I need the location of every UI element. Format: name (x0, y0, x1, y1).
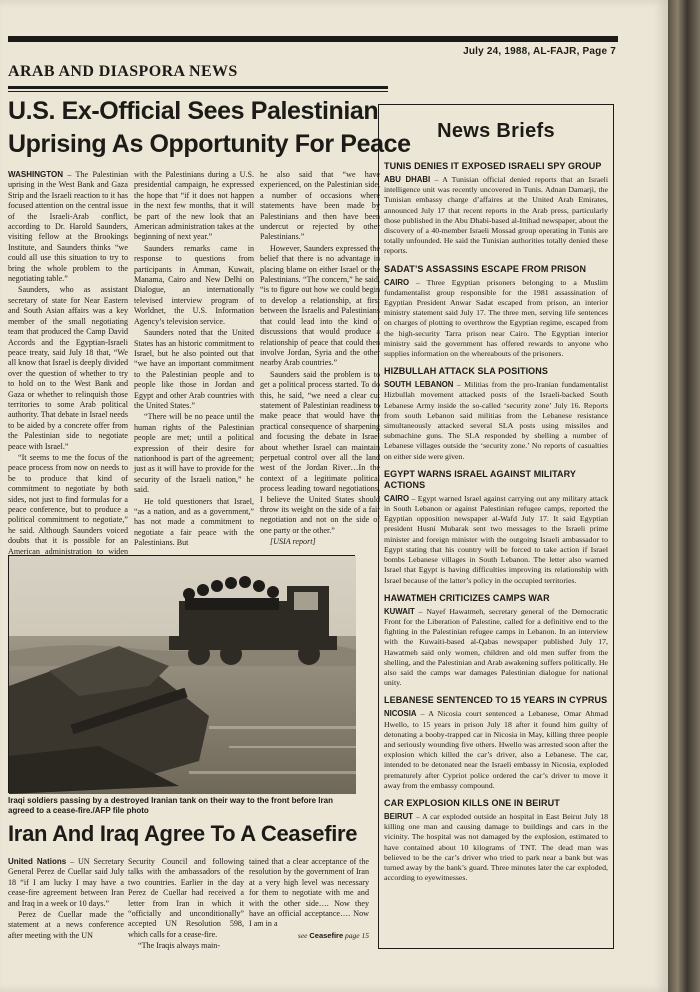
brief-dateline: CAIRO (384, 277, 410, 287)
jump-word: Ceasefire (309, 930, 344, 940)
story1-paragraph: Saunders said the problem is to get a political process started. To do this, he said, “we need a clear cut statement of Palestinian readiness to make peace that would have the practical consequence of sharpening and focusing the debate in Israel about whether Israel can maintain perpetual control over all the land west of the Jordan River…In the context of a legitimate political process leading toward negotiations, I believe the United States should throw its weight on the side of a fair negotiation and not on the side of one party or the other.” (260, 369, 380, 535)
story1-credit: [USIA report] (270, 537, 316, 547)
story2-paragraph: – UN Secretary General Perez de Cuellar said July 18 “if I am lucky I may have a cease-fire agreement between Iran and Iraq in a week or 10 days.” (8, 857, 125, 908)
story1-paragraph: However, Saunders expressed the belief that there is no advantage in placing blame on either Israel or the Palestinians. “The concern,” he said, “is to figure out how we could begin to develop a relationship, at first between the Israelis and Palestinians that could lead into the kind of discussions that would produce a relationship of peace that could then involve Jordan, Syria and the other nearby Arab countries.” (260, 243, 380, 368)
book-binding (668, 0, 700, 992)
story2-column-2 (128, 857, 244, 985)
photo-caption: Iraqi soldiers passing by a destroyed Iranian tank on their way to the front before Iran agreed to a cease-fire./AFP file photo (8, 796, 333, 815)
brief-headline: LEBANESE SENTENCED TO 15 YEARS IN CYPRUS (384, 695, 608, 706)
story1-paragraph: He told questioners that Israel, “as a nation, and as a government,” has not made a commitment to negotiate a fair peace with the Palestinians. But (134, 496, 254, 548)
story1-paragraph: he also said that “we have experienced, on the Palestinian side, a number of occasions where statements have been made by Palestinians and then have been undercut or rejected by other Palestinians.” (260, 170, 380, 242)
story1-paragraph: “It seems to me the focus of the peace process from now on needs to be to produce that kind of commitment to negotiate by both sides, not just to find formulas for a peace conference, but to produce a political commitment to negotiate,” he said. Although Saunders voiced doubts that it is possible for an American administration to widen (8, 452, 128, 556)
story2-paragraph: tained that a clear acceptance of the resolution by the government of Iran at a very high level was necessary for them to negotiate with me and with the other side…. Now they have an official acceptance…. Now I am in a (249, 857, 369, 929)
news-briefs-box (378, 104, 614, 949)
story1-paragraph: Saunders noted that the United States has an historic commitment to Israel, but he also pointed out that “we have an important commitment to the Palestinian people and to people like those in Jordan and Egypt and other Arab countries with the United States.” (134, 328, 254, 410)
story1-column-3 (260, 170, 380, 554)
story2-dateline: United Nations (8, 857, 67, 866)
brief-dateline: BEIRUT (384, 811, 414, 821)
story2-jump-line[interactable] (249, 931, 369, 941)
news-briefs-title: News Briefs (437, 120, 555, 142)
brief-item (384, 366, 608, 462)
brief-headline: TUNIS DENIES IT EXPOSED ISRAELI SPY GROUP (384, 161, 602, 171)
news-photo (8, 555, 355, 793)
page-folio: July 24, 1988, AL-FAJR, Page 7 (463, 46, 616, 57)
story2-paragraph: Security Council and following talks with the ambassadors of the two countries. Earlier in the day Perez de Cuellar had received a letter from Iran in which it “officially and unconditionally” accepted UN Resolution 598, which calls for a cease-fire. (128, 857, 244, 939)
brief-dateline: SOUTH LEBANON (384, 380, 454, 390)
story1-headline-line2: Uprising As Opportunity For Peace (8, 130, 411, 158)
brief-headline: SADAT’S ASSASSINS ESCAPE FROM PRISON (384, 263, 587, 274)
story1-headline-line1: U.S. Ex-Official Sees Palestinian (8, 97, 379, 125)
story2-paragraph: Perez de Cuellar made the statement at a news conference after meeting with the UN (8, 910, 124, 940)
brief-item (384, 798, 608, 883)
story1-column-1 (8, 170, 128, 554)
brief-item (384, 264, 608, 360)
brief-item (384, 161, 608, 257)
jump-page: page 15 (345, 930, 369, 940)
brief-text: – A Tunisian official denied reports that an Israeli intelligence unit was recently uncovered in Tunis. Adnan Damarji, the Tunisian embassy charge d’affaires at the United Arab Emirates, announced July 17 that recent reports in the Arab press, particularly those published in the Abu Dhabi-based al-Ittihad newspaper, about the discovery of a 40-member Israeli Mossad group operating in Tunis are totally unfounded. He said the Tunisian authorities totally denied these reports. (384, 175, 609, 256)
brief-item (384, 593, 608, 689)
brief-item (384, 469, 608, 586)
jump-prefix: see (297, 930, 308, 940)
story2-headline: Iran And Iraq Agree To A Ceasefire (8, 821, 358, 846)
brief-dateline: ABU DHABI (384, 175, 431, 184)
story2-column-1 (8, 857, 124, 985)
story1-paragraph: Saunders remarks came in response to questions from participants in Amman, Kuwait, Manama, Cairo and New Delhi on Dialogue, an internationally televised interview program of Worldnet, the U.S. Information Agency’s television service. (134, 243, 254, 326)
brief-text: – A car exploded outside an hospital in East Beirut July 18 killing one man and causing damage to buildings and cars in the vicinity. The hospital was not damaged by the explosion, estimated to have contained about 10 kilograms of TNT. The dead man was believed to be the car’s driver who tried to park near a bank but was turned away by the bank’s guard. Three minutes later the car exploded, according to eyewitnesses. (384, 811, 608, 883)
story1-dateline: WASHINGTON (8, 170, 63, 179)
brief-headline: HAWATMEH CRITICIZES CAMPS WAR (384, 592, 550, 603)
brief-text: – A Nicosia court sentenced a Lebanese, Omar Ahmad Hwello, to 15 years in prison July 18 after it found him guilty of detonating a booby-trapped car in Nicosia in May, killing three people and seriously wounding five others. Hwello was arrested soon after the explosion which killed the car’s driver, also a Lebanese. The car, intended to be detonated near the Israeli embassy in Nicosia, exploded prematurely after Cypriot police ordered the car’s driver to move it away from the embassy compound. (384, 709, 608, 790)
story1-column-2 (134, 170, 254, 554)
brief-dateline: NICOSIA (384, 709, 417, 719)
story2-paragraph: “The Iraqis always main- (138, 941, 221, 951)
brief-dateline: KUWAIT (384, 606, 415, 616)
brief-text: – Nayef Hawatmeh, secretary general of the Democratic Front for the Liberation of Palestine, called for a definitive end to the fighting in the Palestinian refugee camps in Lebanon. In an interview with the Kuwaiti-based al-Qabas newspaper published July 17, Hawatmeh said only women, children and old men suffer from the shelling, and the Palestinian and Arab awakening suffers politically. He also said the camps war damages Palestinian dialogue for national unity. (384, 606, 608, 688)
brief-item (384, 695, 608, 791)
story2-column-3 (249, 857, 369, 985)
section-rule-thin (8, 91, 388, 92)
story1-paragraph: with the Palestinians during a U.S. presidential campaign, he expressed the hope that “if it does not happen in the next few months, that it will be part of the new look that an American administration takes at the beginning of next year.” (134, 170, 254, 242)
brief-headline: CAR EXPLOSION KILLS ONE IN BEIRUT (384, 797, 560, 808)
section-rule (8, 86, 388, 89)
brief-text: – Three Egyptian prisoners belonging to a Muslim fundamentalist group responsible for the 1981 assassination of Egyptian President Anwar Sadat escaped from prison, an interior ministry statement said July 17. The three men, serving life sentences on charges of plotting to overthrow the Egyptian regime, escaped from the high-security Tarra prison near Cairo. The Egyptian interior ministry said the government has offered rewards to anyone who supplies information on the whereabouts of the prisoners. (384, 277, 608, 359)
story1-paragraph: Saunders, who as assistant secretary of state for Near Eastern and South Asian affairs was a key member of the small negotiating team that produced the Camp David Accords and the Egyptian-Israeli peace treaty, said July 18 that, “We all know that Israel is deeply divided over the question of whether to try to hold on to the West Bank and Gaza or whether to relinquish those territories to some Arab political authority. That debate in Israel needs to be aided by a concrete offer from the Palestinian side to negotiate peace with Israel.” (8, 285, 128, 451)
brief-dateline: CAIRO (384, 493, 410, 503)
brief-headline: HIZBULLAH ATTACK SLA POSITIONS (384, 366, 548, 377)
story1-paragraph: “There will be no peace until the human rights of the Palestinian people are met; until a political expression of their desire for nationhood is part of the agreement; just as it will have to provide for the security of the Israeli nation,” he said. (134, 412, 254, 495)
section-title: ARAB AND DIASPORA NEWS (8, 63, 238, 80)
brief-text: – Egypt warned Israel against carrying out any military attack in South Lebanon or against Palestinian refugee camps, reported the Egyptian opposition newspaper al-Wafd July 17. It said Egyptian president Husni Mubarak sent two messages to the Israeli prime minister and foreign minister with the outgoing Israeli ambassador to Egypt stating that his country will be forced to take action if Israel bombs Lebanese villages in South Lebanon. The letter also warned Israel that Egypt is having difficulties improving its relationship with Israel because of the latter’s policy in the occupied territories. (384, 493, 608, 585)
brief-headline: EGYPT WARNS ISRAEL AGAINST MILITARY ACTIONS (384, 468, 576, 490)
story1-paragraph: – The Palestinian uprising in the West Bank and Gaza Strip and the Israeli reaction to it has focused attention on the central issue of the Israeli-Arab conflict, according to Dr. Harold Saunders, visiting fellow at the Brookings Institute, and Saunders thinks “we could all use this situation to try to bring the whole problem to the negotiating table.” (8, 170, 128, 284)
brief-text: – Militias from the pro-Iranian fundamentalist Hizbullah movement attacked posts of the Israeli-backed South Lebanese Army inside the so-called ‘security zone’ July 16. Reports from south Lebanon said militias from the Lebanese resistance simultaneously attacked several SLA posts using missiles and submachine guns. The SLA responded by shelling a number of Lebanese villages outside the ‘security zone.’ No reports of casualties on either side were given. (384, 380, 609, 461)
top-rule (8, 36, 618, 42)
